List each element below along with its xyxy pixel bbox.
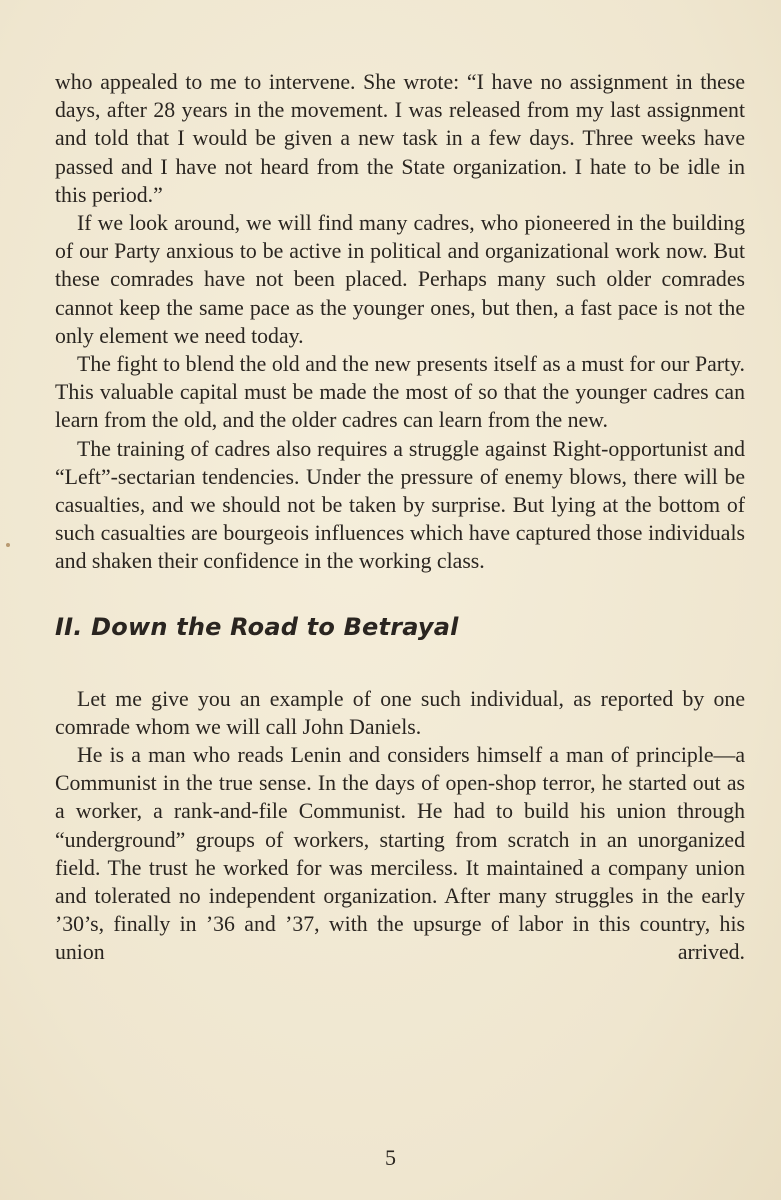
- paragraph: If we look around, we will find many cadres, who pioneered in the building of our Party anxious to be active in political and organizational work now. But these comrades have not been placed. Perhaps many such older comrades cannot keep the same pace as the younger ones, but then, a fast pace is not the only element we need today.: [55, 211, 745, 348]
- paragraph: Let me give you an example of one such individual, as reported by one comrade whom we will call John Daniels.: [55, 686, 745, 739]
- paragraph: He is a man who reads Lenin and considers himself a man of principle—a Communist in the true sense. In the days of open-shop terror, he started out as a worker, a rank-and-file Communist. He had to build his union through “underground” groups of workers, starting from scratch in an unorganized field. The trust he worked for was merciless. It maintained a company union and tolerated no independent organization. After many struggles in the early ’30’s, finally in ’36 and ’37, with the upsurge of labor in this country, his union arrived.: [55, 743, 745, 965]
- paragraph-continued: who appealed to me to intervene. She wrote: “I have no assignment in these days, after 28 years in the movement. I was released from my last assignment and told that I would be given a new task in a few days. Three weeks have passed and I have not heard from the State organization. I hate to be idle in this period.”: [55, 70, 745, 207]
- paragraph: The fight to blend the old and the new presents itself as a must for our Party. This valuable capital must be made the most of so that the younger cadres can learn from the old, and the older cadres can learn from the new.: [55, 352, 745, 433]
- ink-speck: [6, 543, 10, 547]
- section-heading: II. Down the Road to Betrayal: [55, 612, 459, 641]
- page-number: 5: [385, 1145, 396, 1170]
- body-text: [55, 68, 745, 967]
- paragraph: The training of cadres also requires a struggle against Right-opportunist and “Left”-sectarian tendencies. Under the pressure of enemy blows, there will be casualties, and we should not be taken by surprise. But lying at the bottom of such casualties are bourgeois influences which have captured those individuals and shaken their confidence in the working class.: [55, 436, 745, 574]
